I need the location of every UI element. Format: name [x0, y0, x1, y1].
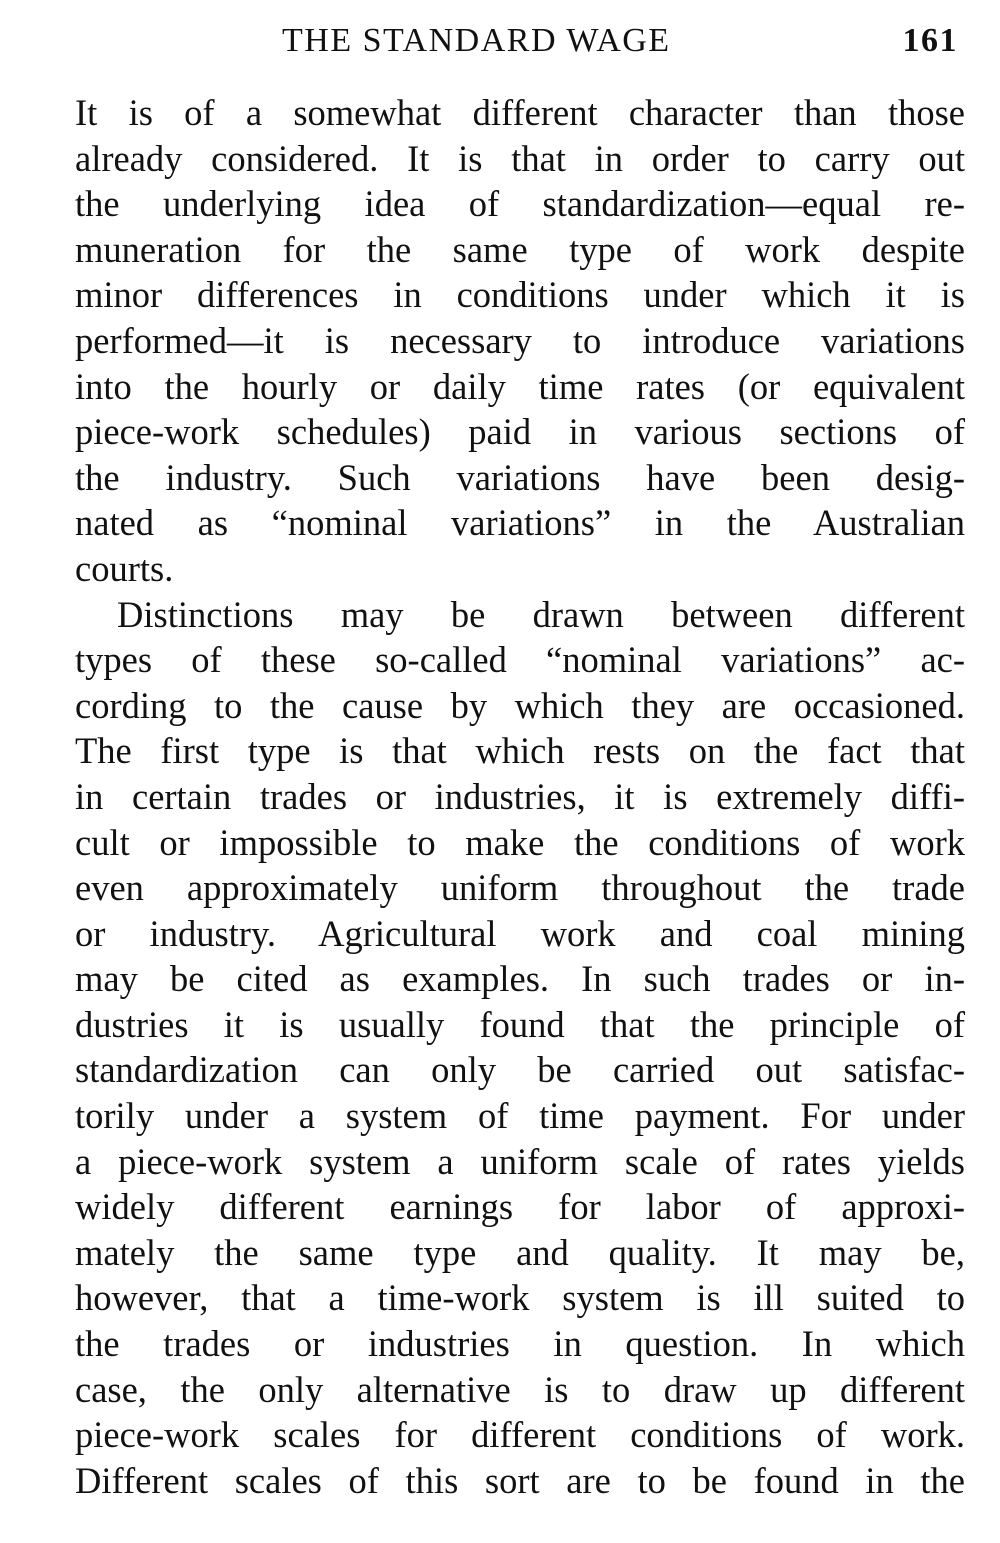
text-line: It is of a somewhat different character than those: [75, 92, 965, 133]
text-line: courts.: [75, 547, 174, 589]
body-text: [75, 90, 965, 1503]
text-line: piece-work schedules) paid in various sections of: [75, 411, 965, 453]
text-line: types of these so-called “nominal variations” ac-: [75, 639, 965, 681]
running-title: THE STANDARD WAGE: [282, 22, 671, 59]
text-line: Distinctions may be drawn between different: [117, 593, 965, 635]
text-line: into the hourly or daily time rates (or equivalent: [75, 365, 965, 407]
text-line: Different scales of this sort are to be found in the: [75, 1459, 965, 1501]
text-line: mately the same type and quality. It may be,: [75, 1231, 965, 1273]
text-line: cult or impossible to make the conditions of work: [75, 821, 965, 863]
text-line: torily under a system of time payment. For under: [75, 1095, 965, 1137]
page-number: 161: [902, 22, 958, 59]
text-line: The first type is that which rests on the fact that: [75, 730, 965, 772]
text-line: or industry. Agricultural work and coal mining: [75, 912, 965, 954]
text-line: cording to the cause by which they are occasioned.: [75, 684, 965, 726]
text-line: standardization can only be carried out satisfac-: [75, 1049, 965, 1091]
text-line: a piece-work system a uniform scale of rates yields: [75, 1140, 965, 1182]
running-head: [0, 22, 1000, 72]
text-line: performed—it is necessary to introduce variations: [75, 319, 965, 361]
text-line: muneration for the same type of work despite: [75, 228, 965, 270]
text-line: minor differences in conditions under which it is: [75, 274, 965, 316]
text-line: already considered. It is that in order to carry out: [75, 137, 965, 179]
text-line: case, the only alternative is to draw up different: [75, 1368, 965, 1410]
text-line: the industry. Such variations have been desig-: [75, 456, 965, 498]
text-line: the underlying idea of standardization—equal re-: [75, 183, 965, 225]
paragraph-2: [75, 592, 965, 1504]
text-line: widely different earnings for labor of approxi-: [75, 1186, 965, 1228]
text-line: even approximately uniform throughout the trade: [75, 867, 965, 909]
text-line: however, that a time-work system is ill suited to: [75, 1277, 965, 1319]
text-line: nated as “nominal variations” in the Australian: [75, 502, 965, 544]
text-line: may be cited as examples. In such trades or in-: [75, 958, 965, 1000]
paragraph-1: [75, 90, 965, 592]
text-line: in certain trades or industries, it is extremely diffi-: [75, 775, 965, 817]
text-line: piece-work scales for different conditions of work.: [75, 1414, 965, 1456]
text-line: the trades or industries in question. In which: [75, 1323, 965, 1365]
text-line: dustries it is usually found that the principle of: [75, 1003, 965, 1045]
